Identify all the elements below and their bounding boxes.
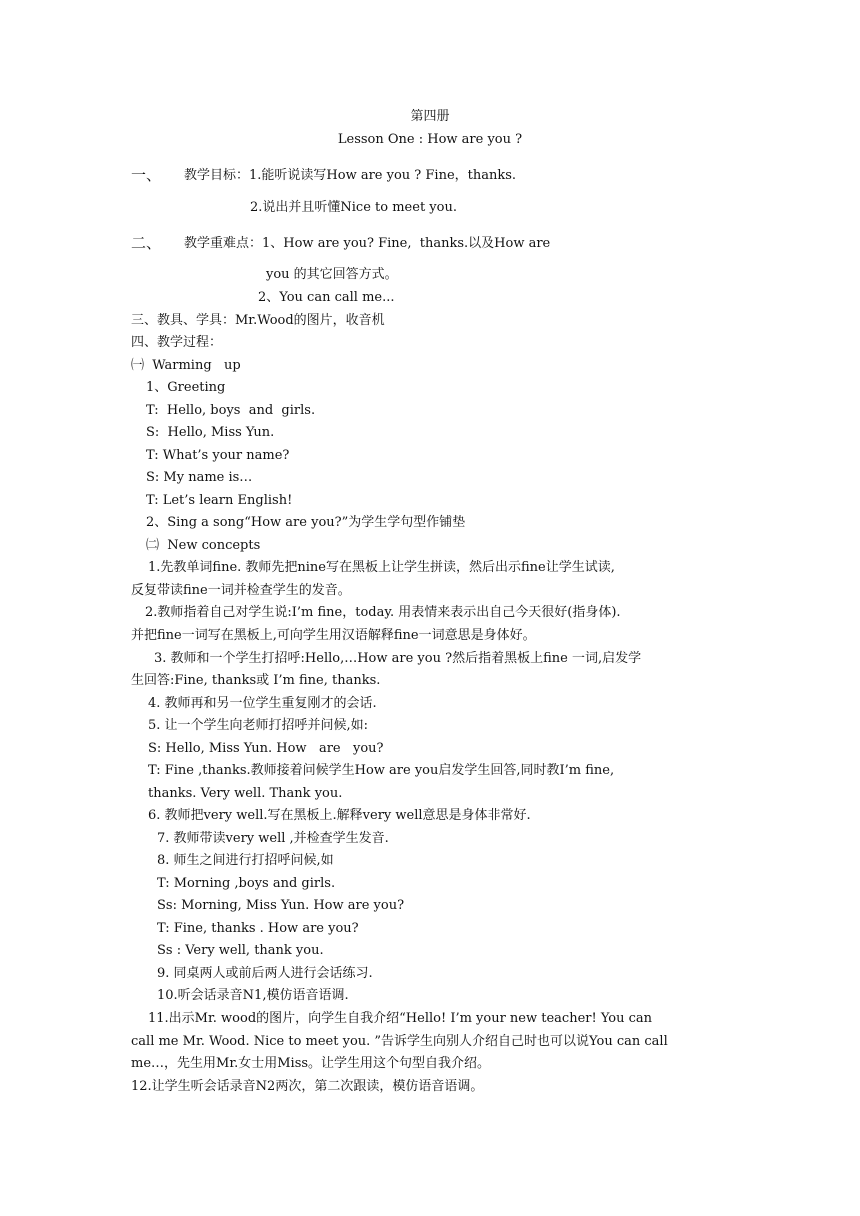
key-points-line-2: you 的其它回答方式。 [266,267,398,282]
warming-heading: ㈠ Warming up [131,358,241,373]
text-line: 6. 教师把very well.写在黑板上.解释very well意思是身体非常好. [148,808,531,823]
text-line: 7. 教师带读very well ,并检查学生发音. [157,831,389,846]
text-line: 12.让学生听会话录音N2两次，第二次跟读，模仿语音语调。 [131,1079,484,1094]
text-line: 5. 让一个学生向老师打招呼并问候,如: [148,718,369,733]
key-points-line-3: 2、You can call me... [258,290,395,305]
lesson-title: Lesson One : How are you ? [337,132,523,147]
volume-heading: 第四册 [410,109,450,124]
text-line: 3. 教师和一个学生打招呼:Hello,…How are you ?然后指着黑板上fine 一词,启发学 [154,651,642,666]
text-line: 11.出示Mr. wood的图片，向学生自我介绍“Hello! I’m your new teacher! You can [148,1011,653,1026]
dialogue-line: T: Hello, boys and girls. [146,403,316,418]
dialogue-line: T: Let’s learn English! [146,493,293,508]
text-line: Ss: Morning, Miss Yun. How are you? [157,898,405,913]
text-line: S: Hello, Miss Yun. How are you? [148,741,384,756]
text-line: thanks. Very well. Thank you. [148,786,343,801]
tools-line: 三、教具、学具：Mr.Wood的图片，收音机 [131,313,385,328]
new-concepts-heading: ㈡ New concepts [146,538,261,553]
key-points-line-1: 教学重难点：1、How are you? Fine, thanks.以及How are [184,236,551,251]
text-line: me…，先生用Mr.女士用Miss。让学生用这个句型自我介绍。 [131,1056,491,1071]
text-line: Ss : Very well, thank you. [157,943,324,958]
text-line: call me Mr. Wood. Nice to meet you. ”告诉学生向别人介绍自己时也可以说You can call [131,1034,668,1049]
objectives-line-1: 教学目标：1.能听说读写How are you ? Fine，thanks. [184,168,517,183]
dialogue-line: T: What’s your name? [146,448,290,463]
dialogue-line: S: My name is… [146,470,253,485]
text-line: 9. 同桌两人或前后两人进行会话练习. [157,966,373,981]
text-line: 10.听会话录音N1,模仿语音语调. [157,988,349,1003]
section-marker-2: 二、 [131,234,162,252]
text-line: 2.教师指着自己对学生说:I’m fine，today. 用表情来表示出自己今天很好(指身体). [145,605,621,620]
song-line: 2、Sing a song“How are you?”为学生学句型作铺垫 [146,515,466,530]
objectives-line-2: 2.说出并且听懂Nice to meet you. [250,200,457,215]
text-line: T: Morning ,boys and girls. [157,876,336,891]
text-line: 4. 教师再和另一位学生重复刚才的会话. [148,696,377,711]
text-line: T: Fine ,thanks.教师接着问候学生How are you启发学生回答,同时教I’m fine, [148,763,615,778]
text-line: 1.先教单词fine. 教师先把nine写在黑板上让学生拼读，然后出示fine让学生试读, [148,560,615,575]
dialogue-line: S: Hello, Miss Yun. [146,425,275,440]
section-marker-1: 一、 [131,166,162,184]
text-line: 8. 师生之间进行打招呼问候,如 [157,853,334,868]
process-heading: 四、教学过程： [131,335,223,350]
text-line: T: Fine, thanks . How are you? [157,921,359,936]
text-line: 反复带读fine一词并检查学生的发音。 [131,583,351,598]
text-line: 并把fine一词写在黑板上,可向学生用汉语解释fine一词意思是身体好。 [131,628,536,643]
text-line: 生回答:Fine, thanks或 I’m fine, thanks. [131,673,381,688]
greeting-label: 1、Greeting [146,380,226,395]
